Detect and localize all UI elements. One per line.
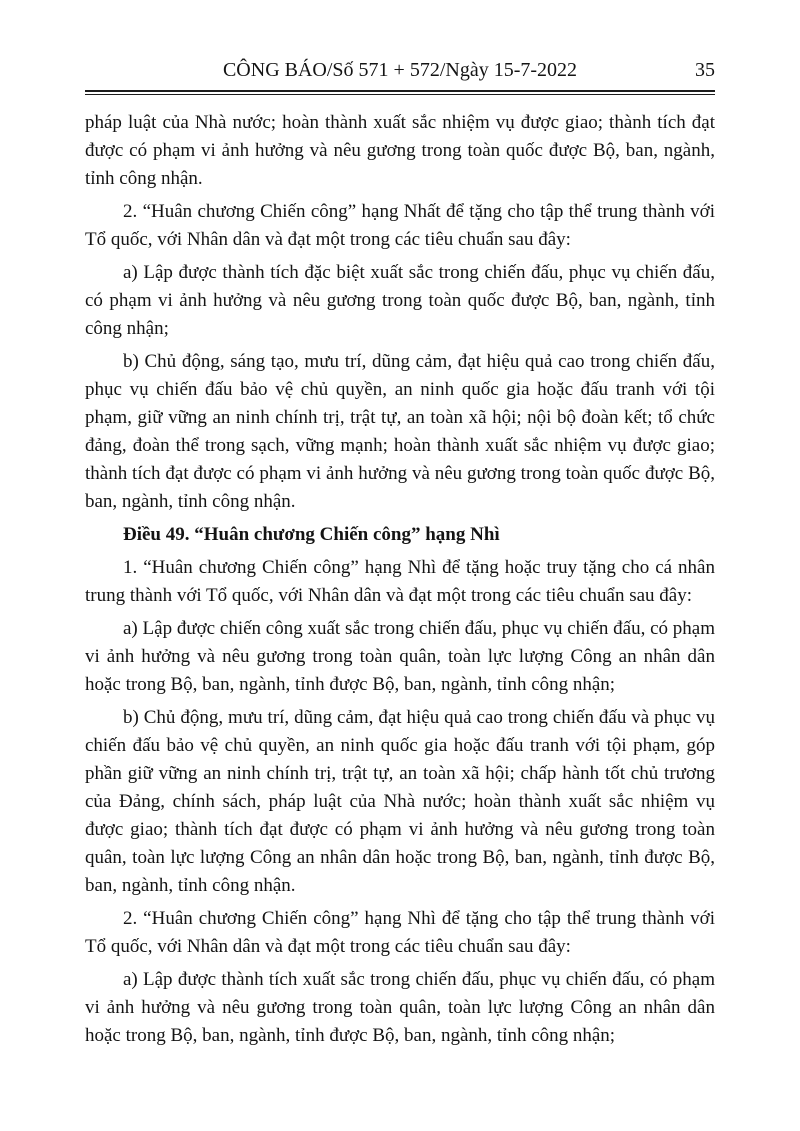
paragraph-numbered: 1. “Huân chương Chiến công” hạng Nhì để tặng hoặc truy tặng cho cá nhân trung thành với Tổ quốc, với Nhân dân và đạt một trong các tiêu chuẩn sau đây: [85,557,715,606]
paragraph-numbered: 2. “Huân chương Chiến công” hạng Nhất để tặng cho tập thể trung thành với Tổ quốc, với Nhân dân và đạt một trong các tiêu chuẩn sau đây: [85,201,715,250]
page-header [85,58,715,82]
gazette-header-title: CÔNG BÁO/Số 571 + 572/Ngày 15-7-2022 [222,59,578,81]
paragraph-lettered: a) Lập được thành tích đặc biệt xuất sắc trong chiến đấu, phục vụ chiến đấu, có phạm vi ảnh hưởng và nêu gương trong toàn quốc được Bộ, ban, ngành, tỉnh công nhận; [85,262,715,339]
paragraph-lettered: b) Chủ động, mưu trí, dũng cảm, đạt hiệu quả cao trong chiến đấu và phục vụ chiến đấu bảo vệ chủ quyền, an ninh quốc gia hoặc đấu tranh với tội phạm, góp phần giữ vững an ninh chính trị, trật tự, an toàn xã hội; chấp hành tốt chủ trương của Đảng, chính sách, pháp luật của Nhà nước; hoàn thành xuất sắc nhiệm vụ được giao; thành tích đạt được có phạm vi ảnh hưởng và nêu gương trong toàn quân, toàn lực lượng Công an nhân dân hoặc trong Bộ, ban, ngành, tỉnh được Bộ, ban, ngành, tỉnh công nhận. [85,707,715,896]
document-body [85,109,715,1050]
paragraph-heading: Điều 49. “Huân chương Chiến công” hạng Nhì [123,524,500,545]
header-divider [85,90,715,95]
paragraph-lettered: a) Lập được chiến công xuất sắc trong chiến đấu, phục vụ chiến đấu, có phạm vi ảnh hưởng và nêu gương trong toàn quân, toàn lực lượng Công an nhân dân hoặc trong Bộ, ban, ngành, tỉnh được Bộ, ban, ngành, tỉnh công nhận; [85,618,715,695]
paragraph-numbered: 2. “Huân chương Chiến công” hạng Nhì để tặng cho tập thể trung thành với Tổ quốc, với Nhân dân và đạt một trong các tiêu chuẩn sau đây: [85,908,715,957]
paragraph-continuation: pháp luật của Nhà nước; hoàn thành xuất sắc nhiệm vụ được giao; thành tích đạt được có phạm vi ảnh hưởng và nêu gương trong toàn quốc được Bộ, ban, ngành, tỉnh công nhận. [85,112,715,189]
page-number: 35 [695,59,715,81]
paragraph-lettered: b) Chủ động, sáng tạo, mưu trí, dũng cảm, đạt hiệu quả cao trong chiến đấu, phục vụ chiến đấu bảo vệ chủ quyền, an ninh quốc gia hoặc đấu tranh với tội phạm, giữ vững an ninh chính trị, trật tự, an toàn xã hội; nội bộ đoàn kết; tổ chức đảng, đoàn thể trong sạch, vững mạnh; hoàn thành xuất sắc nhiệm vụ được giao; thành tích đạt được có phạm vi ảnh hưởng và nêu gương trong toàn quốc được Bộ, ban, ngành, tỉnh công nhận. [85,351,715,512]
paragraph-lettered: a) Lập được thành tích xuất sắc trong chiến đấu, phục vụ chiến đấu, có phạm vi ảnh hưởng và nêu gương trong toàn quân, toàn lực lượng Công an nhân dân hoặc trong Bộ, ban, ngành, tỉnh được Bộ, ban, ngành, tỉnh công nhận; [85,969,715,1046]
